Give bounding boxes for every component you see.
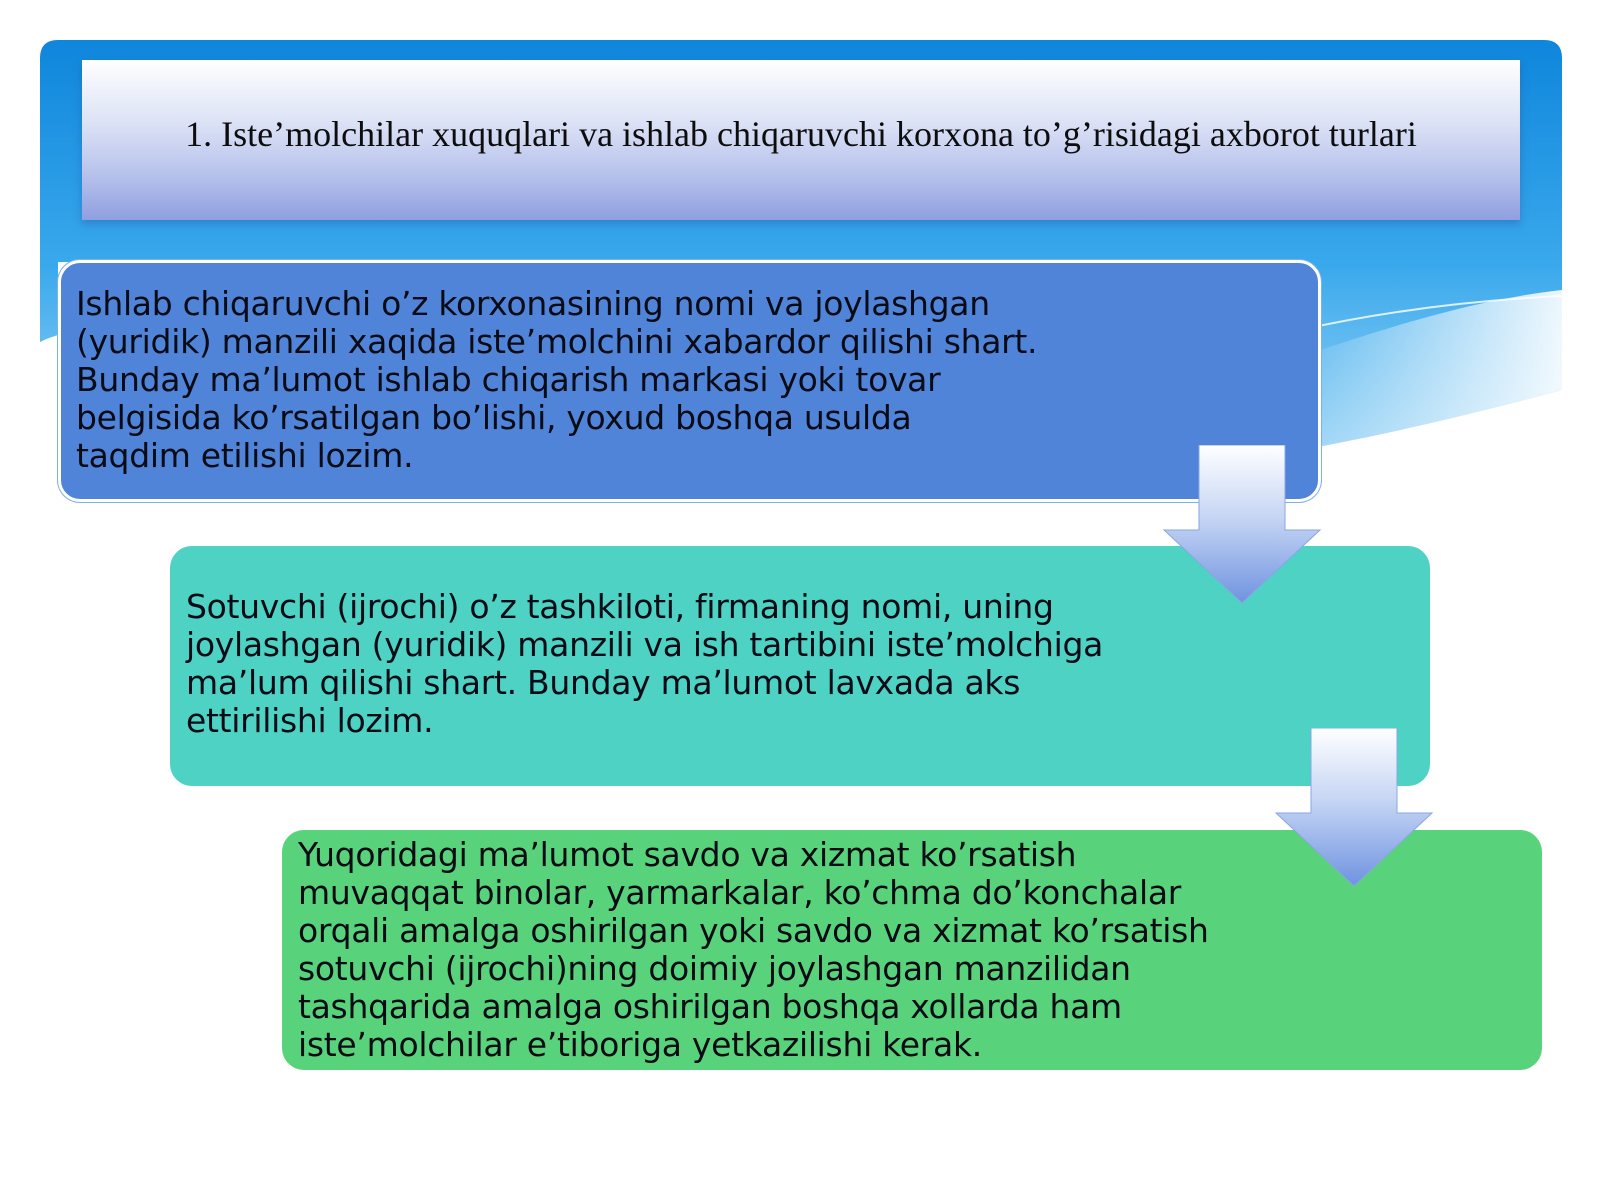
- title-box: [82, 60, 1520, 220]
- down-arrow-icon: [1162, 445, 1322, 605]
- step-box-manufacturer: Ishlab chiqaruvchi o’z korxonasining nomi va joylashgan (yuridik) manzili xaqida iste’molchini xabardor qilishi shart. Bunday ma’lumot ishlab chiqarish markasi yoki tovar belgisida ko’rsatilgan bo’lishi, yoxud boshqa usulda taqdim etilishi lozim.: [58, 260, 1321, 502]
- down-arrow-icon: [1274, 728, 1434, 888]
- slide-title: 1. Iste’molchilar xuquqlari va ishlab chiqaruvchi korxona to’g’risidagi axborot turlari: [185, 114, 1417, 154]
- step-box-seller: Sotuvchi (ijrochi) o’z tashkiloti, firmaning nomi, uning joylashgan (yuridik) manzili va ish tartibini iste’molchiga ma’lum qilishi shart. Bunday ma’lumot lavxada aks ettirilishi lozim.: [170, 546, 1430, 786]
- step-box-temporary-venues: Yuqoridagi ma’lumot savdo va xizmat ko’rsatish muvaqqat binolar, yarmarkalar, ko’chma do’konchalar orqali amalga oshirilgan yoki savdo va xizmat ko’rsatish sotuvchi (ijrochi)ning doimiy joylashgan manzilidan tashqarida amalga oshirilgan boshqa xollarda ham iste’molchilar e’tiboriga yetkazilishi kerak.: [282, 830, 1542, 1070]
